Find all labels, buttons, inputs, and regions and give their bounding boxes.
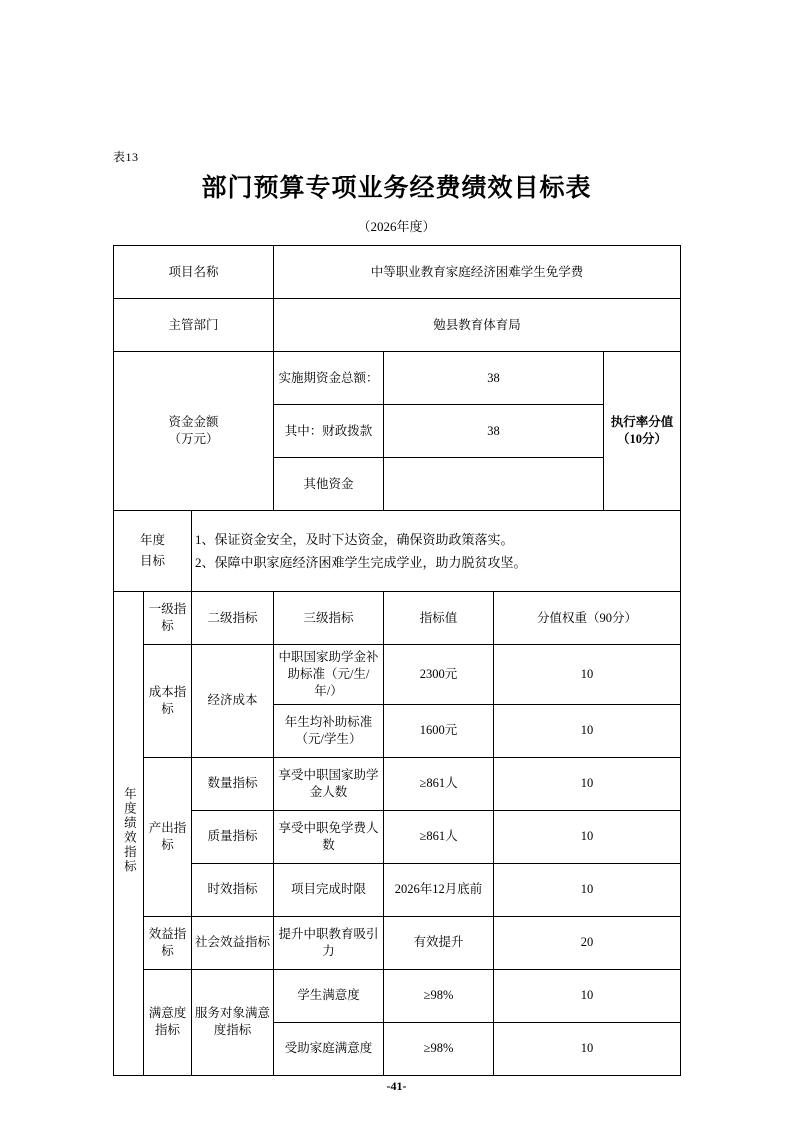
table-row [114,969,681,1022]
indicator-value: 2300元 [384,645,494,705]
table-row [114,916,681,969]
page-title: 部门预算专项业务经费绩效目标表 [201,173,592,202]
annual-goal-label-line2: 目标 [139,554,165,568]
project-name-value: 中等职业教育家庭经济困难学生免学费 [274,246,681,299]
indicator-value: 有效提升 [384,916,494,969]
indicator-level3: 提升中职教育吸引力 [274,916,384,969]
indicator-value: ≥861人 [384,810,494,863]
indicator-value: 1600元 [384,704,494,757]
annual-goal-text-line2: 2、保障中职家庭经济困难学生完成学业，助力脱贫攻坚。 [195,555,527,570]
table-tag: 表13 [113,150,139,164]
funds-amount-label-line2: （万元） [168,432,219,446]
page-subtitle: （2026年度） [357,219,436,234]
table-row [114,810,681,863]
total-funds-value: 38 [384,352,604,405]
indicator-weight: 10 [494,1022,681,1075]
indicator-level1: 产出指标 [144,757,192,916]
project-name-label: 项目名称 [114,246,274,299]
table-row [114,645,681,705]
indicator-level3: 享受中职免学费人数 [274,810,384,863]
annual-goal-label-line1: 年度 [139,532,165,547]
column-header-level1: 一级指标 [144,592,192,645]
indicator-level3: 项目完成时限 [274,863,384,916]
indicator-level2: 经济成本 [192,645,274,758]
indicator-weight: 10 [494,863,681,916]
fiscal-funds-label: 其中：财政拨款 [274,405,384,458]
annual-goal-text-line1: 1、保证资金安全，及时下达资金，确保资助政策落实。 [195,531,514,547]
annual-goal-text [192,511,681,592]
table-row-department [114,299,681,352]
indicator-level3: 受助家庭满意度 [274,1022,384,1075]
indicator-weight: 10 [494,969,681,1022]
indicator-weight: 10 [494,810,681,863]
table-row [114,863,681,916]
table-row-annual-goal [114,511,681,592]
indicator-value: ≥98% [384,969,494,1022]
other-funds-value [384,458,604,511]
indicator-level3: 学生满意度 [274,969,384,1022]
indicator-value: ≥861人 [384,757,494,810]
indicator-weight: 10 [494,757,681,810]
indicator-level2: 质量指标 [192,810,274,863]
funds-amount-label [114,352,274,511]
department-label: 主管部门 [114,299,274,352]
indicator-weight: 10 [494,704,681,757]
department-value: 勉县教育体育局 [274,299,681,352]
page-number: -41- [386,1079,407,1093]
column-header-value: 指标值 [384,592,494,645]
indicator-level2: 社会效益指标 [192,916,274,969]
indicator-weight: 20 [494,916,681,969]
column-header-level3: 三级指标 [274,592,384,645]
indicator-level3: 年生均补助标准（元/学生） [274,704,384,757]
indicator-level1: 成本指标 [144,645,192,758]
total-funds-label: 实施期资金总额： [274,352,384,405]
other-funds-label: 其他资金 [274,458,384,511]
indicator-header-row [114,592,681,645]
indicator-value: 2026年12月底前 [384,863,494,916]
indicator-level2: 服务对象满意度指标 [192,969,274,1075]
indicator-value: ≥98% [384,1022,494,1075]
annual-goal-label [114,511,192,592]
indicator-level3: 中职国家助学金补助标准（元/生/年/） [274,645,384,705]
annual-performance-indicator-label: 年度绩效指标 [114,592,144,1076]
indicator-level1: 满意度指标 [144,969,192,1075]
indicator-level2: 时效指标 [192,863,274,916]
column-header-weight: 分值权重（90分） [494,592,681,645]
funds-amount-label-line1: 资金金额 [168,415,219,430]
table-row [114,757,681,810]
fiscal-funds-value: 38 [384,405,604,458]
indicator-level1: 效益指标 [144,916,192,969]
performance-goal-table [113,245,681,1076]
indicator-level3: 享受中职国家助学金人数 [274,757,384,810]
table-row-total-funds [114,352,681,405]
execution-rate-label: 执行率分值（10分） [604,352,681,511]
indicator-level2: 数量指标 [192,757,274,810]
indicator-weight: 10 [494,645,681,705]
column-header-level2: 二级指标 [192,592,274,645]
table-row-project-name [114,246,681,299]
